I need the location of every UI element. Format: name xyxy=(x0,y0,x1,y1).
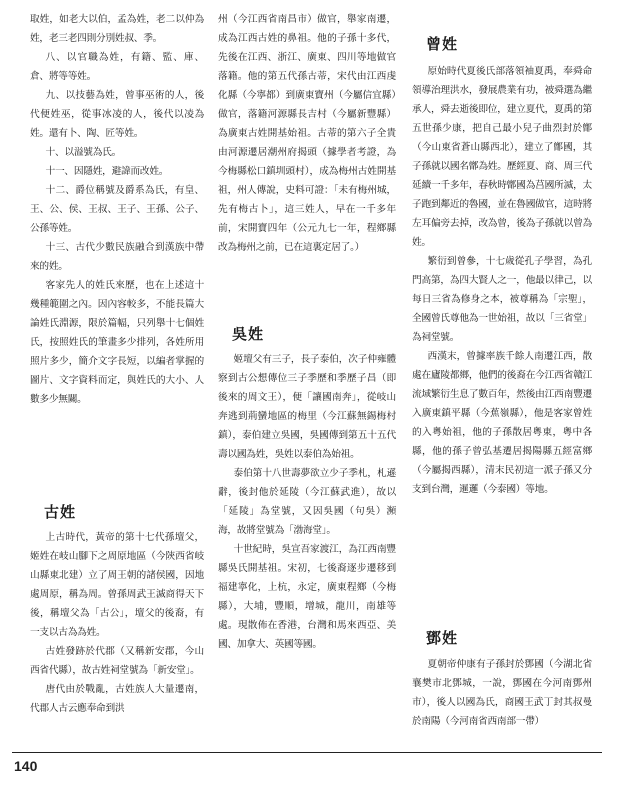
paragraph: 繁衍到曾參，十七歲從孔子學習，為孔門高第，為四大賢人之一，他最以律己，以每日三省為修身之本，被尊稱為「宗聖」，全國曾氏尊他為一世始祖，故以「三省堂」為祠堂號。 xyxy=(412,256,592,343)
paragraph: 十、以溢號為氏。 xyxy=(45,147,122,158)
section-heading-wu: 吳姓 xyxy=(232,325,265,343)
section-heading-zeng: 曾姓 xyxy=(426,35,459,53)
paragraph: 十世紀時，吳宣吾家渡江，為江西南豐縣吳氏開基祖。宋初，七後裔逐步遷移到福建寧化，上杭，永定，廣東程鄉（今梅縣），大埔，豐順，增城，龍川，南雄等處。現散佈在香港，台灣和馬來西亞、美國、加拿大、英國等國。 xyxy=(218,544,396,650)
footer-rule xyxy=(12,752,602,753)
gu-section-continued xyxy=(218,10,396,257)
paragraph: 上古時代，黃帝的第十七代孫壇父，姬姓在岐山腳下之周原地區（今陝西省岐山縣東北建）立了周王朝的諸侯國，因地處周原，稱為周。曾孫周武王滅商得天下後，稱壇父為「古公」，壇父的後裔，有一支以古為為姓。 xyxy=(30,532,204,638)
paragraph: 取姓，如老大以伯，孟為姓，老二以仲為姓，老三老四則分別姓叔、季。 xyxy=(30,14,204,44)
paragraph: 客家先人的姓氏來歷，也在上述這十幾種範圍之內。因內容較多，不能長篇大論姓氏淵源，限於篇幅，只列舉十七個姓氏，按照姓氏的筆畫多少排列，各姓所用照片多少，簡介文字長短，以編者掌握的圖片、文字資料而定，與姓氏的大小、人數多少無關。 xyxy=(30,280,204,405)
paragraph: 九、以技藝為姓，曾事巫術的人，後代便姓巫，從事冰凌的人，後代以凌為姓。還有卜、陶、匠等姓。 xyxy=(30,90,204,139)
wu-section-text xyxy=(218,350,396,654)
left-intro-text xyxy=(30,10,204,409)
page-number: 140 xyxy=(14,758,38,774)
paragraph: 十二、爵位稱號及爵系為氏，有皇、王、公、侯、王叔、王子、王孫、公子、公孫等姓。 xyxy=(30,185,204,234)
paragraph: 泰伯第十八世壽夢欲立少子季札，札遜辭，後封他於延陵（今江蘇武進），故以「延陵」為堂號，又因吳國（句吳）瀕海，故將堂號為「渤海堂」。 xyxy=(218,468,396,536)
section-heading-deng: 鄧姓 xyxy=(426,629,459,647)
deng-section-text xyxy=(412,655,592,731)
section-heading-gu: 古姓 xyxy=(44,503,77,521)
paragraph: 夏朝帝仲康有子孫封於鄧國（今湖北省襄樊市北鄧城，一說，鄧國在今河南鄧州市），後人以國為氏，商國王武丁封其叔曼於南陽（今河南省西南部一帶） xyxy=(412,659,592,727)
paragraph: 唐代由於戰亂，古姓族人大量遷南，代郡人古云應奉命到洪 xyxy=(30,684,204,714)
paragraph: 十三、古代少數民族融合到漢族中帶來的姓。 xyxy=(30,242,204,272)
zeng-section-text xyxy=(412,62,592,499)
paragraph: 十一、因隱姓，避諱而改姓。 xyxy=(45,166,169,177)
paragraph: 州（今江西省南昌市）做官，舉家南遷，成為江西古姓的鼻祖。他的子孫十多代，先後在江西、浙江、廣東、四川等地做官落籍。他的第五代孫古蒂，宋代由江西虔化縣（今寧都）到廣東寶州（今屬信宜縣）做官，落籍河源縣長吉村（今屬新豐縣）為廣東古姓開基始祖。古蒂的第六子全貴由河源遷居潮州府揭頭（據學者考證，為今梅縣松口鎮圳頭村），成為梅州古姓開基祖，州人傳說，史料可證：「未有梅州城，先有梅古卜」，這三姓人，早在一千多年前，宋開寶四年（公元九七一年，程鄉縣改為梅州之前，已在這裏定居了。） xyxy=(218,14,396,253)
paragraph: 姬壇父有三子，長子泰伯，次子仲雍體察到古公想傳位三子季歷和季歷子昌（即後來的周文王），便「讓國南奔」，從岐山奔逃到荊蠻地區的梅里（今江蘇無錫梅村鎮），泰伯建立吳國，吳國傳到第五十五代壽以國為姓，吳姓以泰伯為始祖。 xyxy=(218,354,396,460)
paragraph: 古姓發跡於代郡（又稱新安郡，今山西省代縣），故古姓祠堂號為「新安堂」。 xyxy=(30,646,204,676)
paragraph: 八、以官職為姓，有籍、監、庫、倉、將等等姓。 xyxy=(30,52,204,82)
gu-section-text xyxy=(30,528,204,718)
paragraph: 原始時代夏後氏部落領袖夏禹，奉舜命領導治理洪水，發展農業有功，被舜選為繼承人，舜去逝後即位，建立夏代，夏禹的第五世孫少康，把自己最小兒子曲烈封於鄫（今山東省蒼山縣西北），建立了鄫國，其子孫就以國名鄫為姓。歷經夏、商、周三代延續一千多年，春秋時鄫國為莒國所滅，太子跑到鄰近的魯國，並在魯國做官，這時將左耳偏旁去掉，改為曾，後為子孫就以曾為姓。 xyxy=(412,66,592,248)
paragraph: 西漢末，曾據率族千餘人南遷江西，散處在廬陵都鄉，他們的後裔在今江西省贛江流域繁衍生息了數百年，然後由江西南豐遷入廣東鎮平縣（今蕉嶺縣），他是客家曾姓的入粵始祖，他的子孫散居粵東，粵中各縣，他的孫子曾弘基遷居揭陽縣五經富鄉（今屬揭西縣），清末民初這一派子孫又分支到台灣，暹邏（今泰國）等地。 xyxy=(412,351,592,495)
